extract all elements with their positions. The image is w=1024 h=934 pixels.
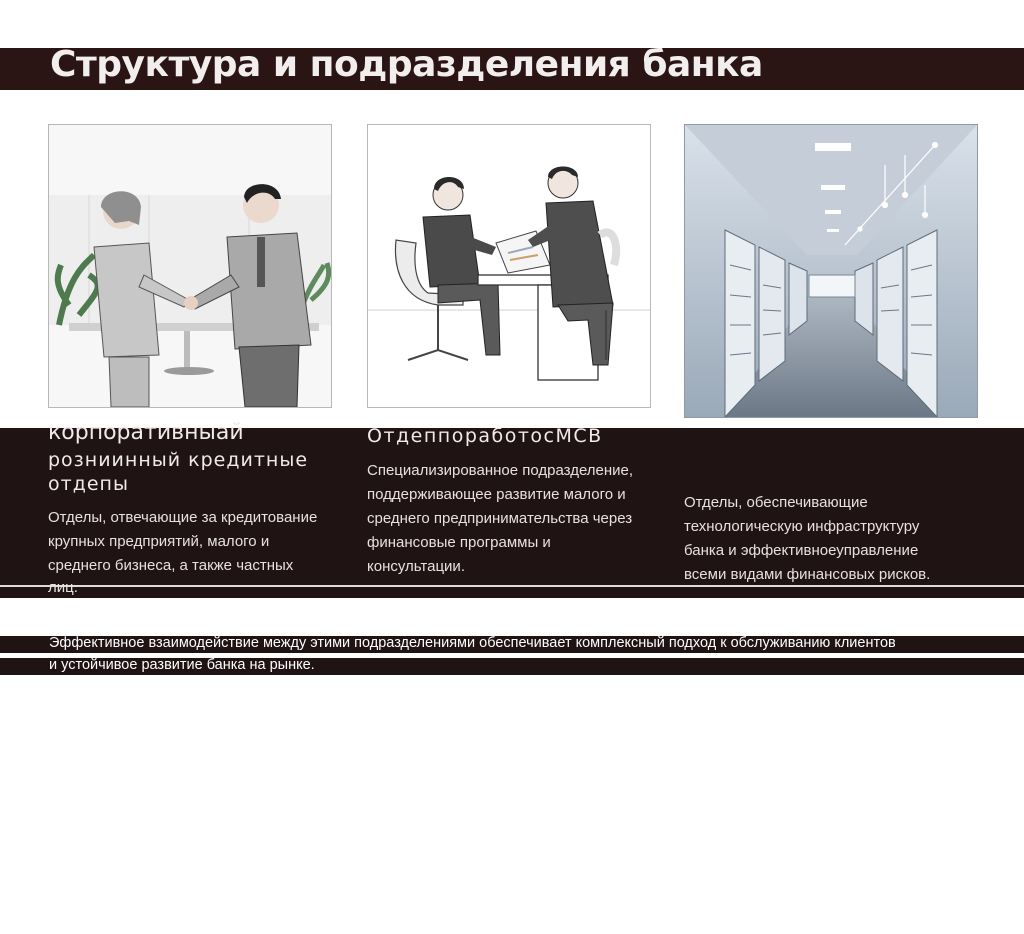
- column-1-body-line-2: крупных предприятий, малого и: [48, 533, 270, 550]
- footer-line-2: и устойчивое развитие банка на рынке.: [49, 657, 315, 673]
- column-2-heading: ОтдеппоработосМСВ: [367, 425, 603, 447]
- handshake-illustration: [48, 124, 332, 408]
- column-2-body-line-2: поддерживающее развитие малого и: [367, 486, 626, 503]
- server-room-photo: [684, 124, 978, 418]
- column-2-body-line-5: консультации.: [367, 558, 465, 575]
- column-1-heading-line-3: отдепы: [48, 473, 129, 495]
- column-1-heading-line-2: розниинный кредитные: [48, 449, 309, 471]
- column-2-body-line-1: Специализированное подразделение,: [367, 462, 634, 479]
- column-1-body-line-3: среднего бизнеса, а также частных: [48, 557, 294, 574]
- column-3-body-line-3: банка и эффективноеуправление: [684, 542, 919, 559]
- column-2-body-line-4: финансовые программы и: [367, 534, 551, 551]
- column-3-body-line-4: всеми видами финансовых рисков.: [684, 566, 931, 583]
- column-2-body-line-3: среднего предпринимательства через: [367, 510, 633, 527]
- meeting-illustration: [367, 124, 651, 408]
- column-1-body-line-1: Отделы, отвечающие за кредитование: [48, 509, 318, 526]
- column-3-body-line-2: технологическую инфраструктуру: [684, 518, 920, 535]
- column-3-body-line-1: Отделы, обеспечивающие: [684, 494, 868, 511]
- column-1-body-line-4: лиц.: [48, 579, 78, 596]
- slide-title: Структура и подразделения банка: [50, 44, 763, 85]
- column-1-heading-line-1: корпоративныай: [48, 420, 244, 445]
- footer-line-1: Эффективное взаимодействие между этими подразделениями обеспечивает комплексный подход к обслуживанию клиентов: [49, 635, 896, 651]
